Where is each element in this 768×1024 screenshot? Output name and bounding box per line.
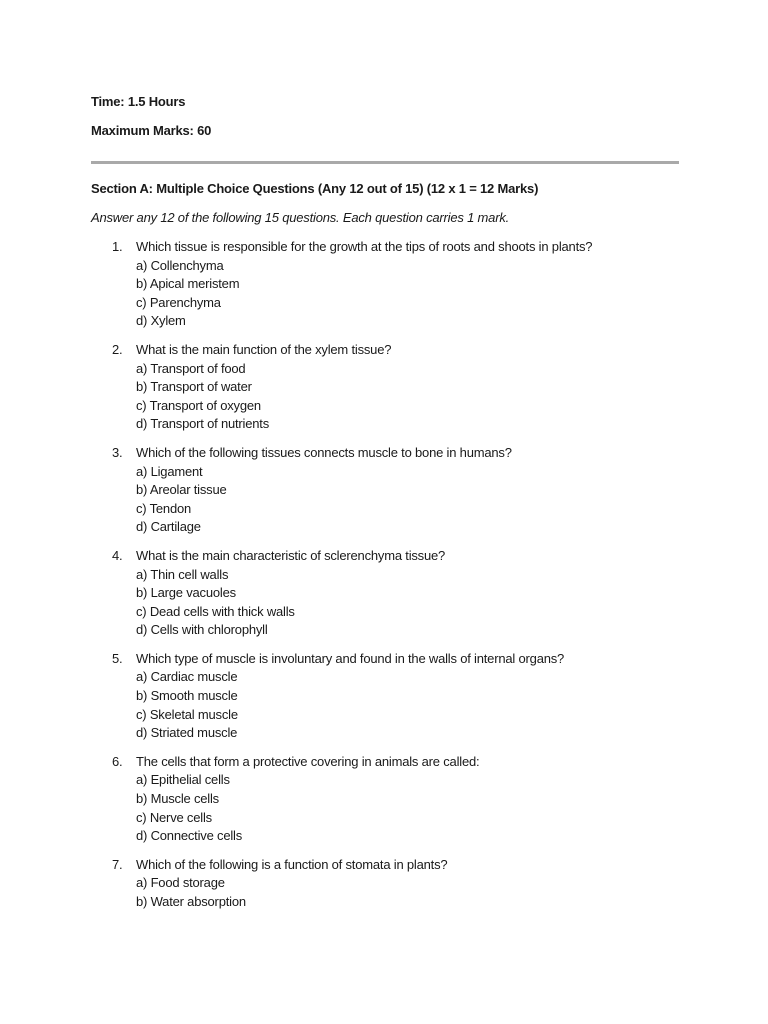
question-item xyxy=(91,444,681,537)
question-text: What is the main characteristic of sclerenchyma tissue? xyxy=(136,547,446,563)
answer-option: d) Connective cells xyxy=(136,828,243,844)
answer-option: a) Ligament xyxy=(136,463,203,479)
answer-option: d) Striated muscle xyxy=(136,725,238,741)
answer-option: c) Nerve cells xyxy=(136,809,212,825)
question-number: 1. xyxy=(112,239,123,254)
answer-option: a) Food storage xyxy=(136,875,225,891)
answer-option: c) Dead cells with thick walls xyxy=(136,603,295,619)
answer-option: a) Thin cell walls xyxy=(136,566,229,582)
question-text: The cells that form a protective covering in animals are called: xyxy=(136,753,480,769)
answer-option: c) Skeletal muscle xyxy=(136,706,238,722)
maximum-marks: Maximum Marks: 60 xyxy=(91,123,212,138)
answer-option: c) Tendon xyxy=(136,500,192,516)
question-item xyxy=(91,856,681,912)
answer-option: b) Apical meristem xyxy=(136,276,240,292)
question-number: 5. xyxy=(112,650,123,666)
answer-option: a) Epithelial cells xyxy=(136,772,230,788)
answer-option: d) Xylem xyxy=(136,313,186,329)
question-item xyxy=(91,547,681,640)
exam-page xyxy=(91,92,681,909)
answer-option: b) Large vacuoles xyxy=(136,585,236,601)
question-number: 7. xyxy=(112,856,123,872)
answer-option: b) Muscle cells xyxy=(136,791,219,807)
answer-option: c) Parenchyma xyxy=(136,294,221,310)
answer-option: d) Cells with chlorophyll xyxy=(136,622,268,638)
question-item xyxy=(91,650,681,743)
question-text: Which tissue is responsible for the growth at the tips of roots and shoots in plants? xyxy=(136,239,593,254)
header-divider xyxy=(91,161,679,164)
answer-option: d) Transport of nutrients xyxy=(136,416,270,432)
answer-option: b) Transport of water xyxy=(136,379,252,395)
section-a-title: Section A: Multiple Choice Questions (Any 12 out of 15) (12 x 1 = 12 Marks) xyxy=(91,181,539,196)
answer-option: d) Cartilage xyxy=(136,519,201,535)
section-a-instructions: Answer any 12 of the following 15 questions. Each question carries 1 mark. xyxy=(91,210,510,225)
answer-option: b) Areolar tissue xyxy=(136,482,227,498)
answer-option: b) Water absorption xyxy=(136,894,246,909)
question-text: Which of the following tissues connects muscle to bone in humans? xyxy=(136,444,512,460)
question-item xyxy=(91,341,681,434)
answer-option: a) Collenchyma xyxy=(136,257,224,273)
answer-option: c) Transport of oxygen xyxy=(136,397,261,413)
question-list xyxy=(91,238,681,922)
question-text: Which type of muscle is involuntary and found in the walls of internal organs? xyxy=(136,650,565,666)
answer-option: a) Transport of food xyxy=(136,360,246,376)
answer-option: a) Cardiac muscle xyxy=(136,669,238,685)
answer-option: b) Smooth muscle xyxy=(136,688,238,704)
question-number: 4. xyxy=(112,547,123,563)
question-text: Which of the following is a function of stomata in plants? xyxy=(136,856,448,872)
question-number: 3. xyxy=(112,444,123,460)
question-number: 2. xyxy=(112,341,123,357)
question-item xyxy=(91,753,681,846)
exam-duration: Time: 1.5 Hours xyxy=(91,94,186,109)
question-number: 6. xyxy=(112,753,123,769)
question-item xyxy=(91,238,681,331)
question-text: What is the main function of the xylem tissue? xyxy=(136,341,392,357)
